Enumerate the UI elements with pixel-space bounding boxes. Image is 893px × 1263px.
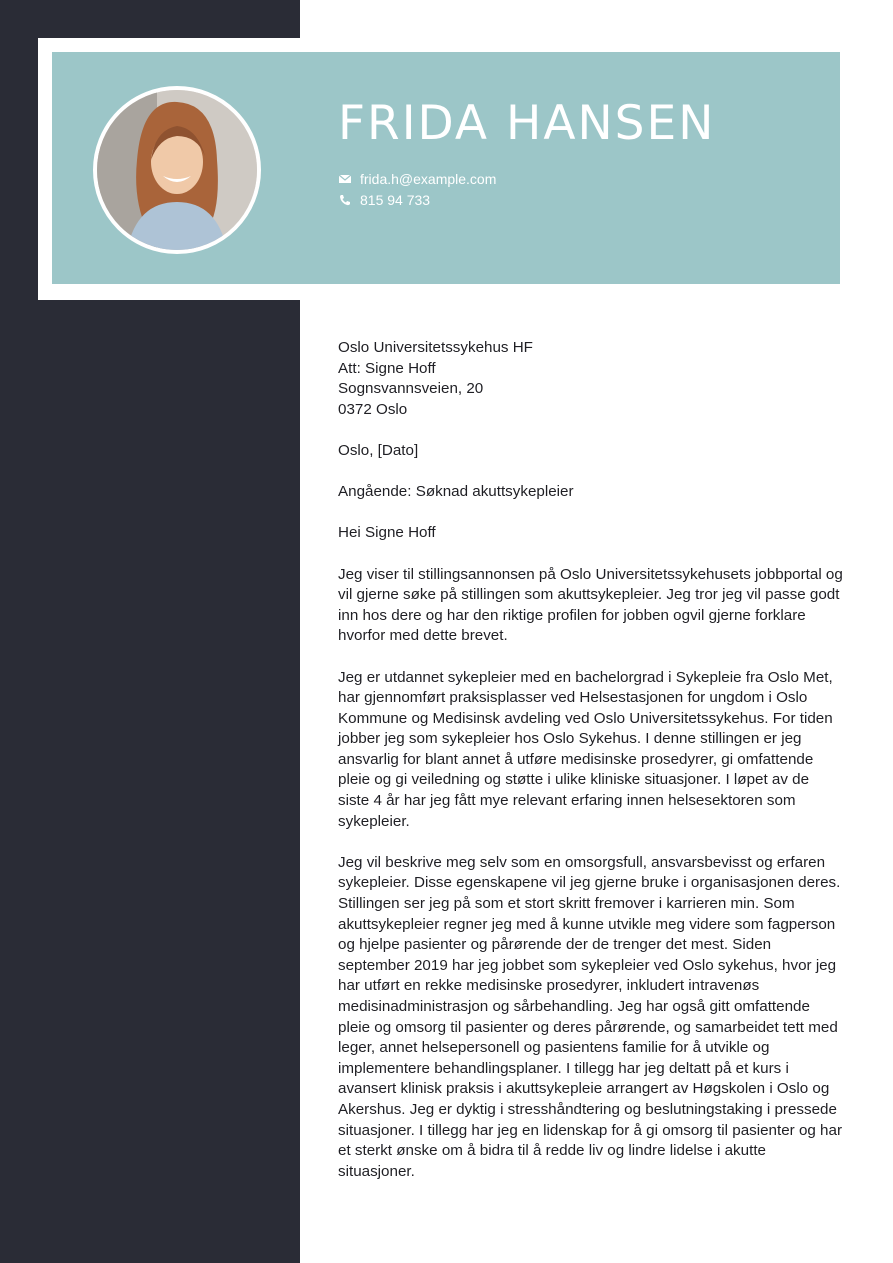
recipient-org: Oslo Universitetssykehus HF — [338, 339, 533, 356]
applicant-name: FRIDA HANSEN — [338, 96, 716, 151]
email-text[interactable]: frida.h@example.com — [360, 171, 497, 187]
recipient-address — [338, 338, 843, 420]
paragraph-education: Jeg er utdannet sykepleier med en bachelorgrad i Sykepleie fra Oslo Met, har gjennomført praksisplasser ved Helsestasjonen for ungdom i Oslo Kommune og Medisinsk avdeling ved Oslo Universitetssykehus. For tiden jobber jeg som sykepleier hos Oslo Sykehus. I denne stillingen er jeg ansvarlig for blant annet å utføre medisinske prosedyrer, gi omfattende pleie og gi veiledning og støtte i ulike kliniske situasjoner. I løpet av de siste 4 år har jeg fått mye relevant erfaring innen helsesektoren som sykepleier. — [338, 668, 833, 830]
subject-line: Angående: Søknad akuttsykepleier — [338, 483, 574, 501]
letter-body — [338, 338, 843, 1203]
phone-text[interactable]: 815 94 733 — [360, 192, 431, 208]
recipient-city: 0372 Oslo — [338, 400, 408, 418]
profile-photo — [93, 86, 261, 254]
envelope-icon — [338, 172, 352, 186]
paragraph-experience: Jeg vil beskrive meg selv som en omsorgsfull, ansvarsbevisst og erfaren sykepleier. Disse egenskapene vil jeg gjerne bruke i organisasjonen deres. Stillingen ser jeg på som et stort skritt fremover i karrieren min. Som akuttsykepleier regner jeg med å kunne utvikle meg videre som fagperson og hjelpe pasienter og pårørende der de trenger det mest. Siden september 2019 har jeg jobbet som sykepleier ved Oslo sykehus, hvor jeg har utført en rekke medisinske prosedyrer, inkludert intravenøs medisinadministrasjon og sårbehandling. Jeg har også gitt omfattende pleie og omsorg til pasienter og deres pårørende, og samarbeidet tett med leger, annet helsepersonell og pasientens familie for å utvikle og implementere behandlingsplaner. I tillegg har jeg deltatt på et kurs i avansert klinisk praksis i akuttsykepleie arrangert av Høgskolen i Oslo og Akershus. Jeg er dyktig i stresshåndtering og beslutningstaking i pressede situasjoner. I tillegg har jeg en lidenskap for å gi omsorg til pasienter og har et sterkt ønske om å bidra til å redde liv og lindre lidelse i akutte situasjoner. — [338, 853, 843, 1180]
phone-contact — [338, 192, 430, 208]
greeting: Hei Signe Hoff — [338, 524, 436, 542]
phone-icon — [338, 193, 352, 207]
date-line: Oslo, [Dato] — [338, 441, 419, 459]
email-contact — [338, 171, 496, 187]
paragraph-intro: Jeg viser til stillingsannonsen på Oslo Universitetssykehusets jobbportal og vil gjerne søke på stillingen som akuttsykepleier. Jeg tror jeg vil passe godt inn hos dere og har den riktige profilen for jobben ogvil gjerne forklare hvorfor med dette brevet. — [338, 565, 843, 645]
recipient-att: Att: Signe Hoff — [338, 359, 436, 377]
recipient-street: Sognsvannsveien, 20 — [338, 380, 484, 398]
